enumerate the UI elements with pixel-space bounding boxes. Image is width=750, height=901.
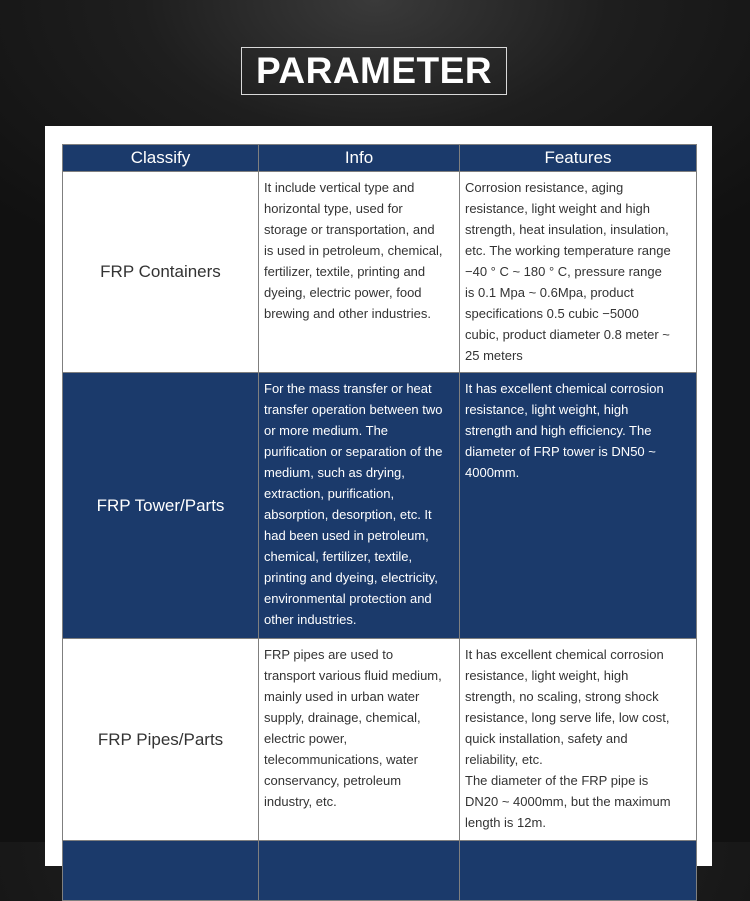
table-row [63,172,697,373]
row-features: It has excellent chemical corrosion resistance, light weight, high strength, no scaling, strong shock resistance, long serve life, low cost, quick installation, safety and reliability, etc. The diameter of the FRP pipe is DN20 ~ 4000mm, but the maximum length is 12m. [460,639,697,841]
row-features [460,841,697,901]
row-info: For the mass transfer or heat transfer operation between two or more medium. The purification or separation of the medium, such as drying, extraction, purification, absorption, desorption, etc. It had been used in petroleum, chemical, fertilizer, textile, printing and dyeing, electricity, environmental protection and other industries. [259,373,460,639]
header-features: Features [460,145,697,172]
table-row [63,841,697,901]
page-title: PARAMETER [241,47,507,95]
table-header-row [63,145,697,172]
row-classify: FRP Pipes/Parts [63,639,259,841]
row-features: Corrosion resistance, aging resistance, light weight and high strength, heat insulation, insulation, etc. The working temperature range −40 ° C ~ 180 ° C, pressure range is 0.1 Mpa ~ 0.6Mpa, product specifications 0.5 cubic −5000 cubic, product diameter 0.8 meter ~ 25 meters [460,172,697,373]
row-info [259,841,460,901]
row-classify [63,841,259,901]
row-features: It has excellent chemical corrosion resistance, light weight, high strength and high efficiency. The diameter of FRP tower is DN50 ~ 4000mm. [460,373,697,639]
row-classify: FRP Containers [63,172,259,373]
parameter-card [45,126,712,866]
table-row [63,639,697,841]
header-info: Info [259,145,460,172]
table-row [63,373,697,639]
row-classify: FRP Tower/Parts [63,373,259,639]
header-classify: Classify [63,145,259,172]
row-info: It include vertical type and horizontal type, used for storage or transportation, and is used in petroleum, chemical, fertilizer, textile, printing and dyeing, electric power, food brewing and other industries. [259,172,460,373]
row-info: FRP pipes are used to transport various fluid medium, mainly used in urban water supply, drainage, chemical, electric power, telecommunications, water conservancy, petroleum industry, etc. [259,639,460,841]
parameter-table [62,144,697,901]
